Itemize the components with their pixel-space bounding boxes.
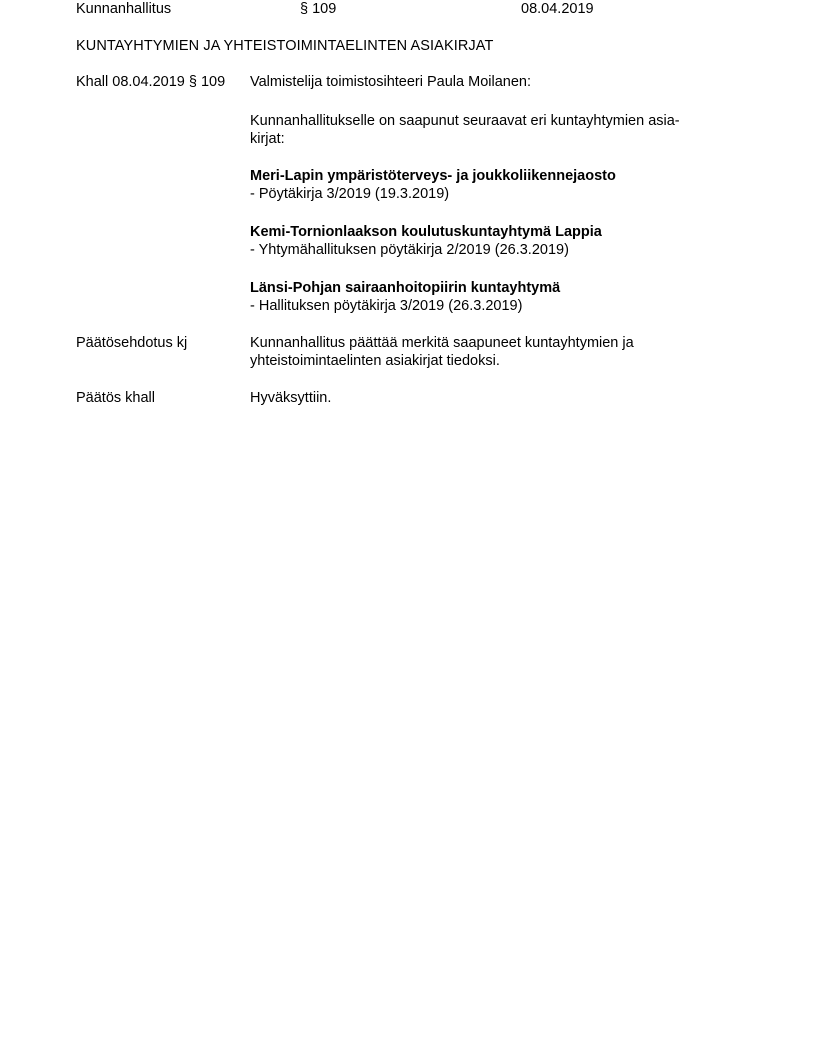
decision-label: Päätös khall bbox=[76, 390, 155, 406]
header-section: § 109 bbox=[300, 1, 337, 17]
intro-line-2: kirjat: bbox=[250, 131, 285, 147]
document-item: - Pöytäkirja 3/2019 (19.3.2019) bbox=[250, 186, 450, 202]
document-org: Meri-Lapin ympäristöterveys- ja joukkoliikennejaosto bbox=[250, 168, 616, 184]
document-org: Länsi-Pohjan sairaanhoitopiirin kuntayhtymä bbox=[250, 280, 561, 296]
proposal-line-2: yhteistoimintaelinten asiakirjat tiedoksi. bbox=[250, 353, 500, 369]
decision-text: Hyväksyttiin. bbox=[250, 390, 332, 406]
reference-label: Khall 08.04.2019 § 109 bbox=[76, 74, 226, 90]
header-body: Kunnanhallitus bbox=[76, 1, 172, 17]
intro-line-1: Kunnanhallitukselle on saapunut seuraavat eri kuntayhtymien asia- bbox=[250, 113, 680, 129]
proposal-line-1: Kunnanhallitus päättää merkitä saapuneet kuntayhtymien ja bbox=[250, 335, 634, 351]
document-item: - Hallituksen pöytäkirja 3/2019 (26.3.2019) bbox=[250, 298, 523, 314]
preparer-text: Valmistelija toimistosihteeri Paula Moilanen: bbox=[250, 74, 531, 90]
document-title: KUNTAYHTYMIEN JA YHTEISTOIMINTAELINTEN ASIAKIRJAT bbox=[76, 38, 494, 54]
document-item: - Yhtymähallituksen pöytäkirja 2/2019 (26.3.2019) bbox=[250, 242, 569, 258]
document-org: Kemi-Tornionlaakson koulutuskuntayhtymä Lappia bbox=[250, 224, 602, 240]
header-date: 08.04.2019 bbox=[521, 1, 594, 17]
proposal-label: Päätösehdotus kj bbox=[76, 335, 188, 351]
